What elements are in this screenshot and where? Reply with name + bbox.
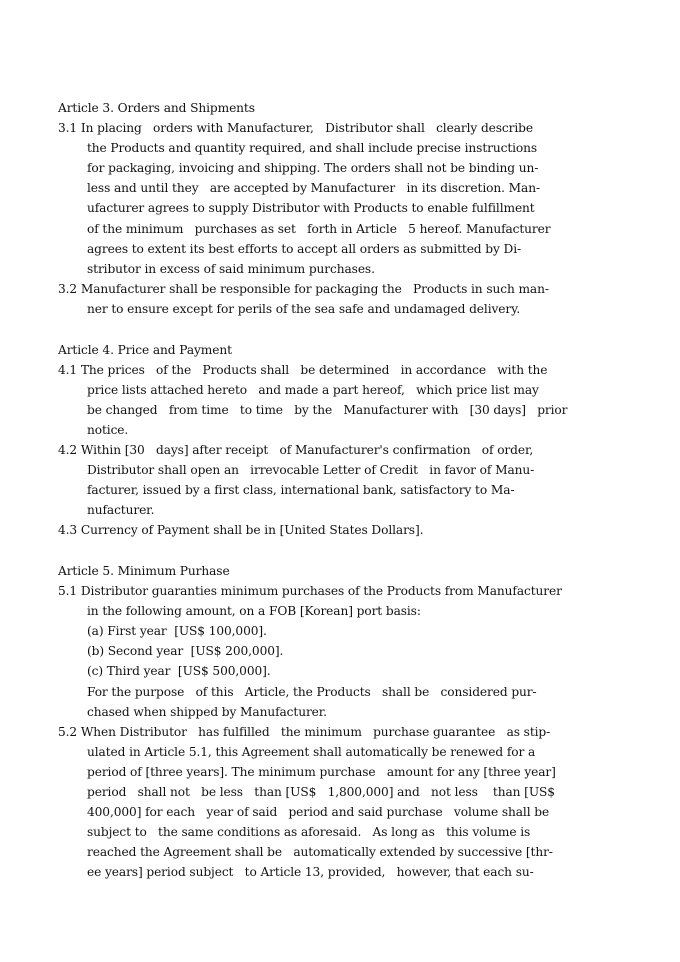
clause-line: in the following amount, on a FOB [Korean] port basis: bbox=[87, 604, 421, 619]
clause-line: subject to the same conditions as aforesaid. As long as this volume is bbox=[87, 825, 531, 840]
clause-5-1 bbox=[58, 581, 568, 722]
contract-page bbox=[58, 98, 568, 882]
clause-line: ner to ensure except for perils of the sea safe and undamaged delivery. bbox=[87, 301, 521, 316]
section-spacer bbox=[58, 319, 568, 340]
clause-line: ufacturer agrees to supply Distributor with Products to enable fulfillment bbox=[87, 201, 535, 216]
clause-line: (b) Second year [US$ 200,000]. bbox=[87, 644, 284, 659]
clause-line: price lists attached hereto and made a part hereof, which price list may bbox=[87, 382, 539, 397]
clause-first-line: 4.1 The prices of the Products shall be determined in accordance with the bbox=[58, 362, 548, 377]
clause-first-line: 5.2 When Distributor has fulfilled the minimum purchase guarantee as stip- bbox=[58, 724, 551, 739]
article-heading: Article 4. Price and Payment bbox=[58, 342, 232, 357]
clause-line: (c) Third year [US$ 500,000]. bbox=[87, 664, 271, 679]
clause-line: notice. bbox=[87, 422, 129, 437]
clause-first-line: 4.3 Currency of Payment shall be in [United States Dollars]. bbox=[58, 523, 424, 538]
clause-line: 400,000] for each year of said period and said purchase volume shall be bbox=[87, 805, 550, 820]
clause-line: the Products and quantity required, and shall include precise instructions bbox=[87, 141, 538, 156]
clause-line: period of [three years]. The minimum purchase amount for any [three year] bbox=[87, 764, 556, 779]
clause-line: less and until they are accepted by Manufacturer in its discretion. Man- bbox=[87, 181, 540, 196]
clause-line: Distributor shall open an irrevocable Letter of Credit in favor of Manu- bbox=[87, 463, 535, 478]
clause-4-2 bbox=[58, 440, 568, 520]
clause-first-line: 4.2 Within [30 days] after receipt of Manufacturer's confirmation of order, bbox=[58, 443, 534, 457]
clause-3-1 bbox=[58, 118, 568, 279]
clause-line: for packaging, invoicing and shipping. The orders shall not be binding un- bbox=[87, 161, 539, 176]
clause-line: of the minimum purchases as set forth in Article 5 hereof. Manufacturer bbox=[87, 221, 551, 236]
clause-line: facturer, issued by a first class, international bank, satisfactory to Ma- bbox=[87, 483, 515, 498]
clause-first-line: 3.1 In placing orders with Manufacturer, Distributor shall clearly describe bbox=[58, 121, 533, 136]
clause-5-2 bbox=[58, 722, 568, 883]
article-3 bbox=[58, 98, 568, 319]
section-spacer bbox=[58, 540, 568, 561]
article-heading: Article 3. Orders and Shipments bbox=[58, 101, 255, 115]
clause-line: period shall not be less than [US$ 1,800,000] and not less than [US$ bbox=[87, 785, 555, 799]
clause-line: nufacturer. bbox=[87, 503, 155, 518]
clause-4-1 bbox=[58, 360, 568, 440]
clause-line: ulated in Article 5.1, this Agreement shall automatically be renewed for a bbox=[87, 744, 536, 759]
article-4 bbox=[58, 340, 568, 541]
clause-line: agrees to extent its best efforts to accept all orders as submitted by Di- bbox=[87, 241, 522, 256]
clause-line: be changed from time to time by the Manufacturer with [30 days] prior bbox=[87, 402, 568, 417]
article-5 bbox=[58, 561, 568, 883]
clause-line: For the purpose of this Article, the Products shall be considered pur- bbox=[87, 684, 537, 699]
clause-4-3 bbox=[58, 520, 568, 540]
clause-line: ee years] period subject to Article 13, provided, however, that each su- bbox=[87, 865, 534, 880]
clause-first-line: 5.1 Distributor guaranties minimum purchases of the Products from Manufacturer bbox=[58, 584, 562, 599]
clause-line: chased when shipped by Manufacturer. bbox=[87, 704, 327, 719]
clause-line: reached the Agreement shall be automatically extended by successive [thr- bbox=[87, 845, 553, 860]
clause-line: (a) First year [US$ 100,000]. bbox=[87, 624, 267, 639]
clause-3-2 bbox=[58, 279, 568, 319]
clause-first-line: 3.2 Manufacturer shall be responsible for packaging the Products in such man- bbox=[58, 281, 549, 296]
clause-line: stributor in excess of said minimum purchases. bbox=[87, 261, 375, 276]
article-heading: Article 5. Minimum Purhase bbox=[58, 563, 230, 578]
